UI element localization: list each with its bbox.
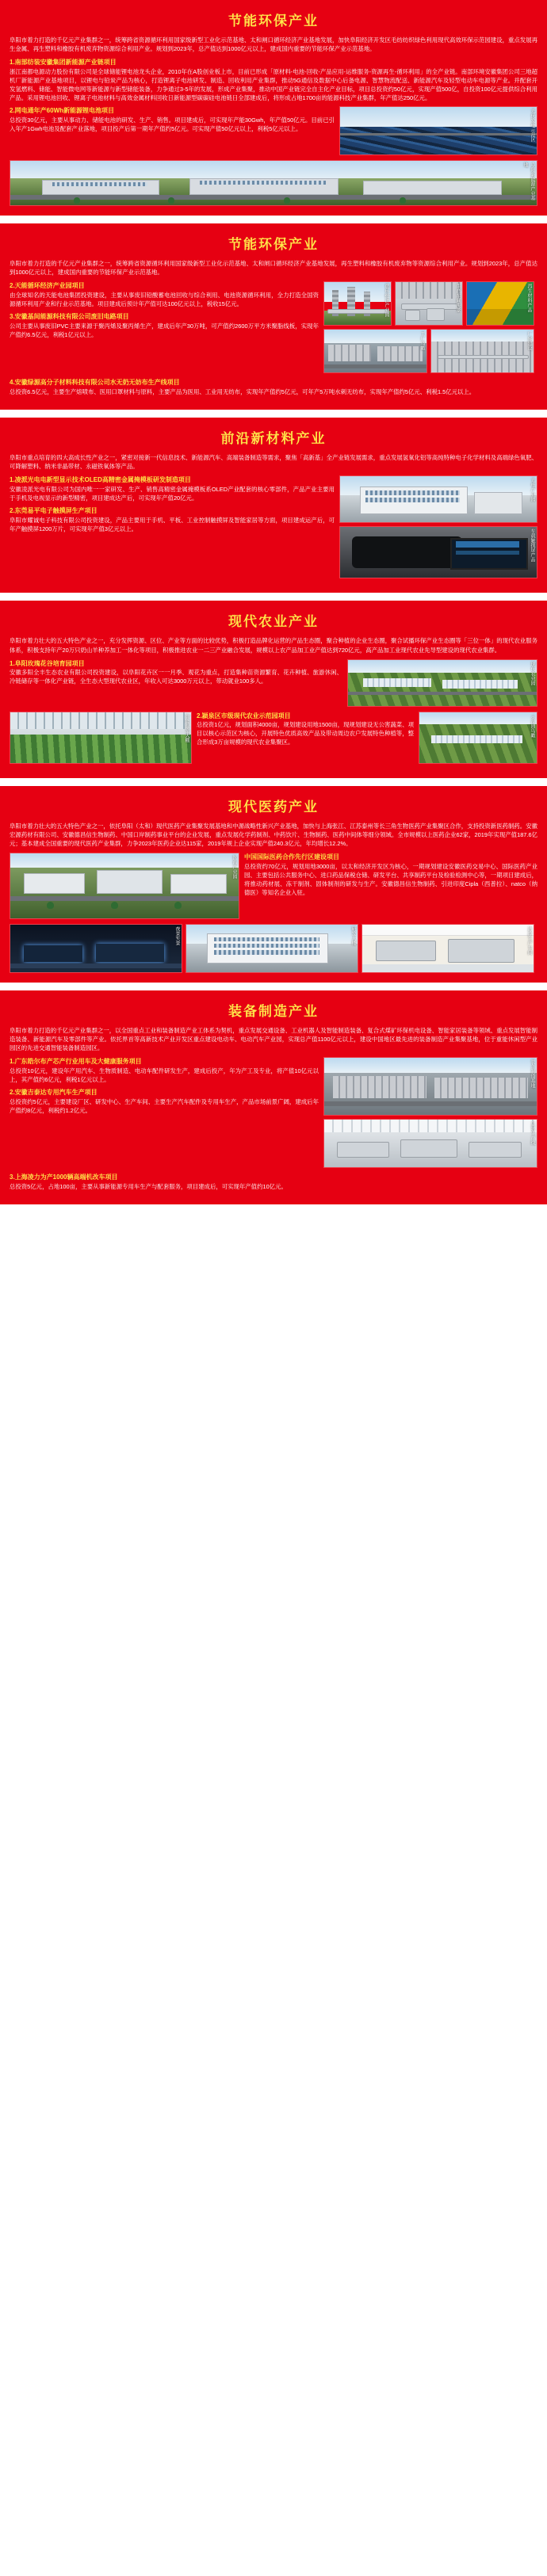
item-block: [10, 58, 537, 102]
photo-caption: 车载触摸屏产品: [530, 529, 534, 563]
photo-text-row: [10, 475, 537, 578]
section-intro: 阜阳市重点培育的四大高成长性产业之一，紧密对接新一代信息技术、新能源汽车、高端装备制造等需求，聚焦「高新基」全产业链发展需求，重点发展氢氧化铝等高纯特种电子化学材料及高端绿色氧肥、可降解塑料、纳米非晶带材、永磁铁氧体等产品。: [10, 454, 537, 471]
item-block: [244, 853, 537, 897]
item-body: 安徽多阳全丰生态农业有限公司投资建设，以阜阳花卉区一一月季、观花为重点，打造集种苗资源繁育、花卉种植、旅游休闲、冷链储存等一体化产业链，全生态大型现代农业区，年收入可达3000万元以上，带动就业100多人。: [10, 669, 342, 685]
photo-aerial-industrial-park: [10, 160, 537, 206]
section-title: 现代医药产业: [228, 799, 319, 815]
photo-caption: 循环经济产业园: [384, 284, 388, 318]
item-body: 总投资30亿元，主要从事动力、储能电池的研发、生产、销售。项目建成后，可实现年产能30Gwh，年产值50亿元。目前已引入年产1Gwh电池及配套产业落地，项目投产后第一期年产值约5亿元。可实现产值50亿元以上，利税5亿元以上。: [10, 116, 335, 132]
photo-strip: [10, 924, 537, 973]
item-heading: 3.安徽基间能源科技有限公司废旧电路项目: [10, 313, 129, 321]
photo-chemical-plant-towers: [323, 281, 392, 326]
photo-caption: 生产车间实景: [455, 284, 460, 313]
item-heading: 2.天能循环经济产业园项目: [10, 282, 85, 290]
photo-caption: 再生材料产品: [526, 284, 531, 313]
photo-pharma-workshop-interior: [361, 924, 534, 973]
section-title: 装备制造产业: [228, 1003, 319, 1019]
photo-caption: 阜阳新能源产业基地: [522, 162, 534, 201]
section-intro: 阜阳市着力壮大的五大特色产业之一，充分发挥资源、区位、产业等方面的比较优势，积极打造品牌化运营的产品生态圈，聚合种植的企业生态圈，聚合试播环保产业生态圈等「三位一体」的现代农业服务体系，积极支持年产20万只奶山羊种养加工一体化等项目，积极推进农业一二三产业融合发展，规模以上农产品加工业产值达到720亿元，高产品加工业现代农业先导型建设的现代农业集群。: [10, 637, 537, 654]
item-body: 安徽凌派光电有限公司为国内唯一一家研发、生产、销售高精密金属掩模板系OLED产业配套的核心零部件，产品产业主要用于手机及电视显示的新型精密，项目建成达产后，可实现年产值20亿元。: [10, 485, 335, 502]
photo-caption: 工厂鸟瞰: [419, 331, 424, 351]
photo-caption: 光伏发电示范区: [530, 109, 534, 143]
photo-caption: 洁净生产车间: [526, 925, 531, 955]
photo-factory-aerial-view: [323, 329, 427, 373]
item-body: 总投资1亿元，规划面积4000亩，规划建设用地1500亩，现规划建设无公害蔬菜、项目以核心示范区为核心，开展特色优质高效产品及带动周边农户发展特色种植等，整合形成3万亩规模的现代农业集聚区。: [197, 721, 414, 746]
item-heading: 中国国际医药合作先行区建设项目: [244, 853, 339, 861]
item-block: [10, 312, 319, 339]
section-equipment-manufacturing: [0, 990, 547, 1204]
section-energy-saving-1: [0, 0, 547, 216]
item-heading: 1.阜阳玫瑰花谷培育园项目: [10, 659, 85, 667]
photo-demonstration-farm-aerial: [419, 712, 537, 764]
item-body: 总投资5亿元，占地100亩，主要从事新能源专用车生产与配套服务，项目建成后，可实现年产值约10亿元。: [10, 1182, 287, 1190]
item-block: [10, 281, 319, 308]
section-title: 前沿新材料产业: [220, 431, 327, 447]
photo-caption: 示范园鸟瞰: [530, 713, 534, 738]
photo-car-touchscreen-module: [339, 526, 537, 578]
photo-warehouse-roof: [430, 329, 534, 373]
item-heading: 2.网电通年产60Wh新能源锂电池项目: [10, 107, 115, 115]
section-modern-pharma: [0, 786, 547, 983]
section-intro: 阜阳市着力打造的千亿元产业集群之一，统筹跨省资源循环利用国家级新型工业化示范基地、太和闸口循环经济产业基地发展，加快阜阳经济开发区毛纺纺织绿色利用现代高效环保示范园建设，重点发展再生金属、再生塑料和橡胶有机废弃物资源综合利用产业。规划到2023年，总产值达到1000亿元以上，建成国内重要的节能环保产业示范基地。: [10, 36, 537, 53]
item-block: [10, 475, 335, 502]
section-intro: 阜阳市着力壮大的五大特色产业之一，依托阜阳（太和）现代医药产业集聚发展基地和中源战略性新兴产业基地，加快与上海张江、江苏泰州等长三角生物医药产业集聚区合作，支持投资新医药制药。安徽宏源药材有限公司、安徽德昌信生物制药、中国口岸制药事业平台的企业发展，重点发展化学药制剂、中药饮片、生物制药、医药中间体等细分领域。全市规模以上医药企业62家，2019年实现产值187.6亿元；基本建成全国重要的现代医药产业集群，力争2023年医药企业达115家，2019年规上企业实现产值240.3亿元，年均增长12.2%。: [10, 822, 537, 847]
poster-page: [0, 0, 547, 1204]
photo-pharma-park-aerial: [10, 853, 239, 919]
item-block: [10, 506, 335, 533]
section-advanced-materials: [0, 418, 547, 593]
item-body: 总投资10亿元，建设年产用汽车、生物质制造、电动车配件研发生产，建成后投产，年为产工及专业，将产值10亿元以上，其产值约6亿元，利税1亿元以上。: [10, 1067, 319, 1083]
photo-caption: 夜景实景: [174, 925, 179, 945]
photo-text-row: [10, 659, 537, 707]
item-block: [10, 659, 342, 686]
photo-assembly-line-interior: [323, 1119, 537, 1168]
item-block: [197, 712, 414, 747]
item-heading: 4.安徽绿源高分子材料科技有限公司水无奶无妨布生产线项目: [10, 379, 180, 387]
section-title: 节能环保产业: [228, 13, 319, 29]
item-block: [10, 1057, 319, 1084]
photo-pharma-office-building: [186, 924, 358, 973]
photo-industrial-workshop: [395, 281, 463, 326]
item-body: 总投资6.5亿元，主要生产熔喷布、医用口罩材料与原料，主要产品为医用、工业用无纺布，实现年产值约5亿元，可年产5万吨水刺无纺布，实现年产值约5亿元、利税1.5亿元以上。: [10, 388, 476, 396]
section-modern-agriculture: [0, 601, 547, 777]
item-heading: 3.上海凌力为产1000辆高端机改车项目: [10, 1174, 118, 1181]
item-block: [10, 1173, 537, 1191]
photo-text-row: [10, 712, 537, 764]
item-body: 总投资约70亿元，规划用地3000亩，以太和经济开发区为核心，一期规划建设安徽医药交易中心、国际医药产业园、主要包括公共服务中心、进口药品保税仓储、研发平台、共享制药平台及检验检测中心等，一期项目建成后，将推动药材展、冻干制剂、固体制剂的研发与生产。安徽德昌信生物制药、引进印度Cipla（西普拉）、natco（纳德医）等知名企业入驻。: [244, 862, 537, 896]
photo-caption: 光电产业园: [530, 478, 534, 502]
item-body: 阜阳市耀诚电子科技有限公司投资建设，产品主要用于手机、平板、工业控制触摸屏及智能家居等方面，项目建成运产后，可年产触摸屏1200万片，可实现年产值3亿元以上。: [10, 516, 335, 532]
photo-greenhouse-interior: [10, 712, 192, 764]
photo-recycled-material-sheets: [466, 281, 534, 326]
section-title: 现代农业产业: [228, 614, 319, 630]
item-block: [10, 378, 537, 396]
item-heading: 1.南部纺装安徽集团新能源产业链项目: [10, 59, 117, 67]
photo-caption: 研发大楼: [350, 925, 355, 945]
photo-text-row: [10, 106, 537, 155]
item-body: 由全球知名的天能电池集团投资建设，主要从事废旧铅酸蓄电池回收与综合利用、电池资源循环利用，全力打造全国资源循环利用产业和行业示范基地。项目建成后预计年产值可达100亿元以上，税收15亿元。: [10, 292, 319, 308]
photo-text-row: [10, 281, 537, 373]
photo-equipment-factory-aerial: [323, 1057, 537, 1116]
item-block: [10, 1088, 319, 1115]
section-title: 节能环保产业: [228, 237, 319, 253]
section-intro: 阜阳市着力打造的千亿元产业集群之一，以全国重点工业和装备制造产业工体系为契机，重点发展交通设备、工业机器人及智能制造装备、复合式煤矿环保机电设备、智能家居装备等领域、重点发展智能制造装备、新能源汽车及零部件等产业。依托界首等高新技术产业开发区重点建设电动车、电动汽车产业园，实现总产值1100亿元以上，建设中国地区最先进的装备制造产业集聚基地，位于重能休闲型产业园区的先进交通智能装备制造园区。: [10, 1026, 537, 1052]
item-body: 公司主要从事废旧PVC主要来源于聚丙烯及聚丙烯生产，建成后年产30万吨，可产值约2600万平方米聚脂线板，实现年产值约6.5亿元，利税1亿元以上。: [10, 322, 319, 338]
item-heading: 1.凌派光电电新型显示技术OLED高精密金属掩模板研发制造项目: [10, 476, 191, 484]
item-heading: 2.东莞易平电子触摸屏生产项目: [10, 507, 98, 515]
section-intro: 阜阳市着力打造的千亿元产业集群之一，统筹跨省资源循环利用国家级新型工业化示范基地、太和闸口循环经济产业基地发展，再生塑料和橡胶有机废弃物等资源综合利用产业。规划到2023年，总产值达到1000亿元以上，建成国内重要的节能环保产业示范基地。: [10, 260, 537, 277]
photo-caption: 智能温室大棚: [184, 713, 189, 742]
photo-caption: 总装生产线: [530, 1121, 534, 1146]
photo-pharma-plant-night-view: [10, 924, 182, 973]
photo-text-row: [10, 1057, 537, 1168]
item-block: [10, 106, 335, 133]
photo-caption: 医药产业园: [231, 854, 236, 879]
item-heading: 2.颍泉区市级现代农业示范园项目: [197, 712, 291, 719]
item-heading: 2.安徽吉泰达专用汽车生产项目: [10, 1089, 98, 1097]
section-energy-saving-2: [0, 223, 547, 410]
item-heading: 1.广东皓尔布产芯产行业用车及大健康服务项目: [10, 1058, 142, 1066]
item-body: 总投资约5亿元，主要建设厂区、研发中心、生产车间、主要生产汽车配件及专用车生产，产品市场前景广阔，建成后年产值约8亿元，利税约1.2亿元。: [10, 1097, 319, 1114]
photo-caption: 现代农业园: [530, 661, 534, 685]
item-body: 浙江南都电源动力股份有限公司是全球储能锂电池龙头企业，2010年在A股创业板上市，目前已形成「原材料-电池-回收-产品应用-运维服务-资源再生-循环利用」的全产业链。南部环境安徽集团公司三地超机厂新能源产业基地项目，以锂电与铅炭产品为核心，打造锂离子电池研发、制造、回收利用产业集群，推动5G通信及数据中心后备电源、智慧物流配送、新能源汽车及轻型电动车电源等产业。并配套开发氢燃料、储能、智能微电网等新能源与新型储能装备，力争通过3-5年的发展，形成产业集聚，推动中国产业链完全自主化产业目标，项目总投资约50亿元，实现产值500亿，自投资100亿元提供综合利用产品。采用锂电池回收、锂离子电池材料与高效金属材料回收日新能源型碳碳硅电池链日全部建成后，将形成占地1700亩的能源科技产业集群，年产值达250亿元。: [10, 67, 537, 102]
photo-caption: 厂房建设: [526, 331, 531, 351]
photo-agriculture-park-aerial: [347, 659, 537, 707]
photo-electronics-factory-building: [339, 475, 537, 523]
photo-solar-panel-farm: [339, 106, 537, 155]
photo-caption: 装备制造基地: [530, 1059, 534, 1089]
photo-text-row: [10, 853, 537, 919]
